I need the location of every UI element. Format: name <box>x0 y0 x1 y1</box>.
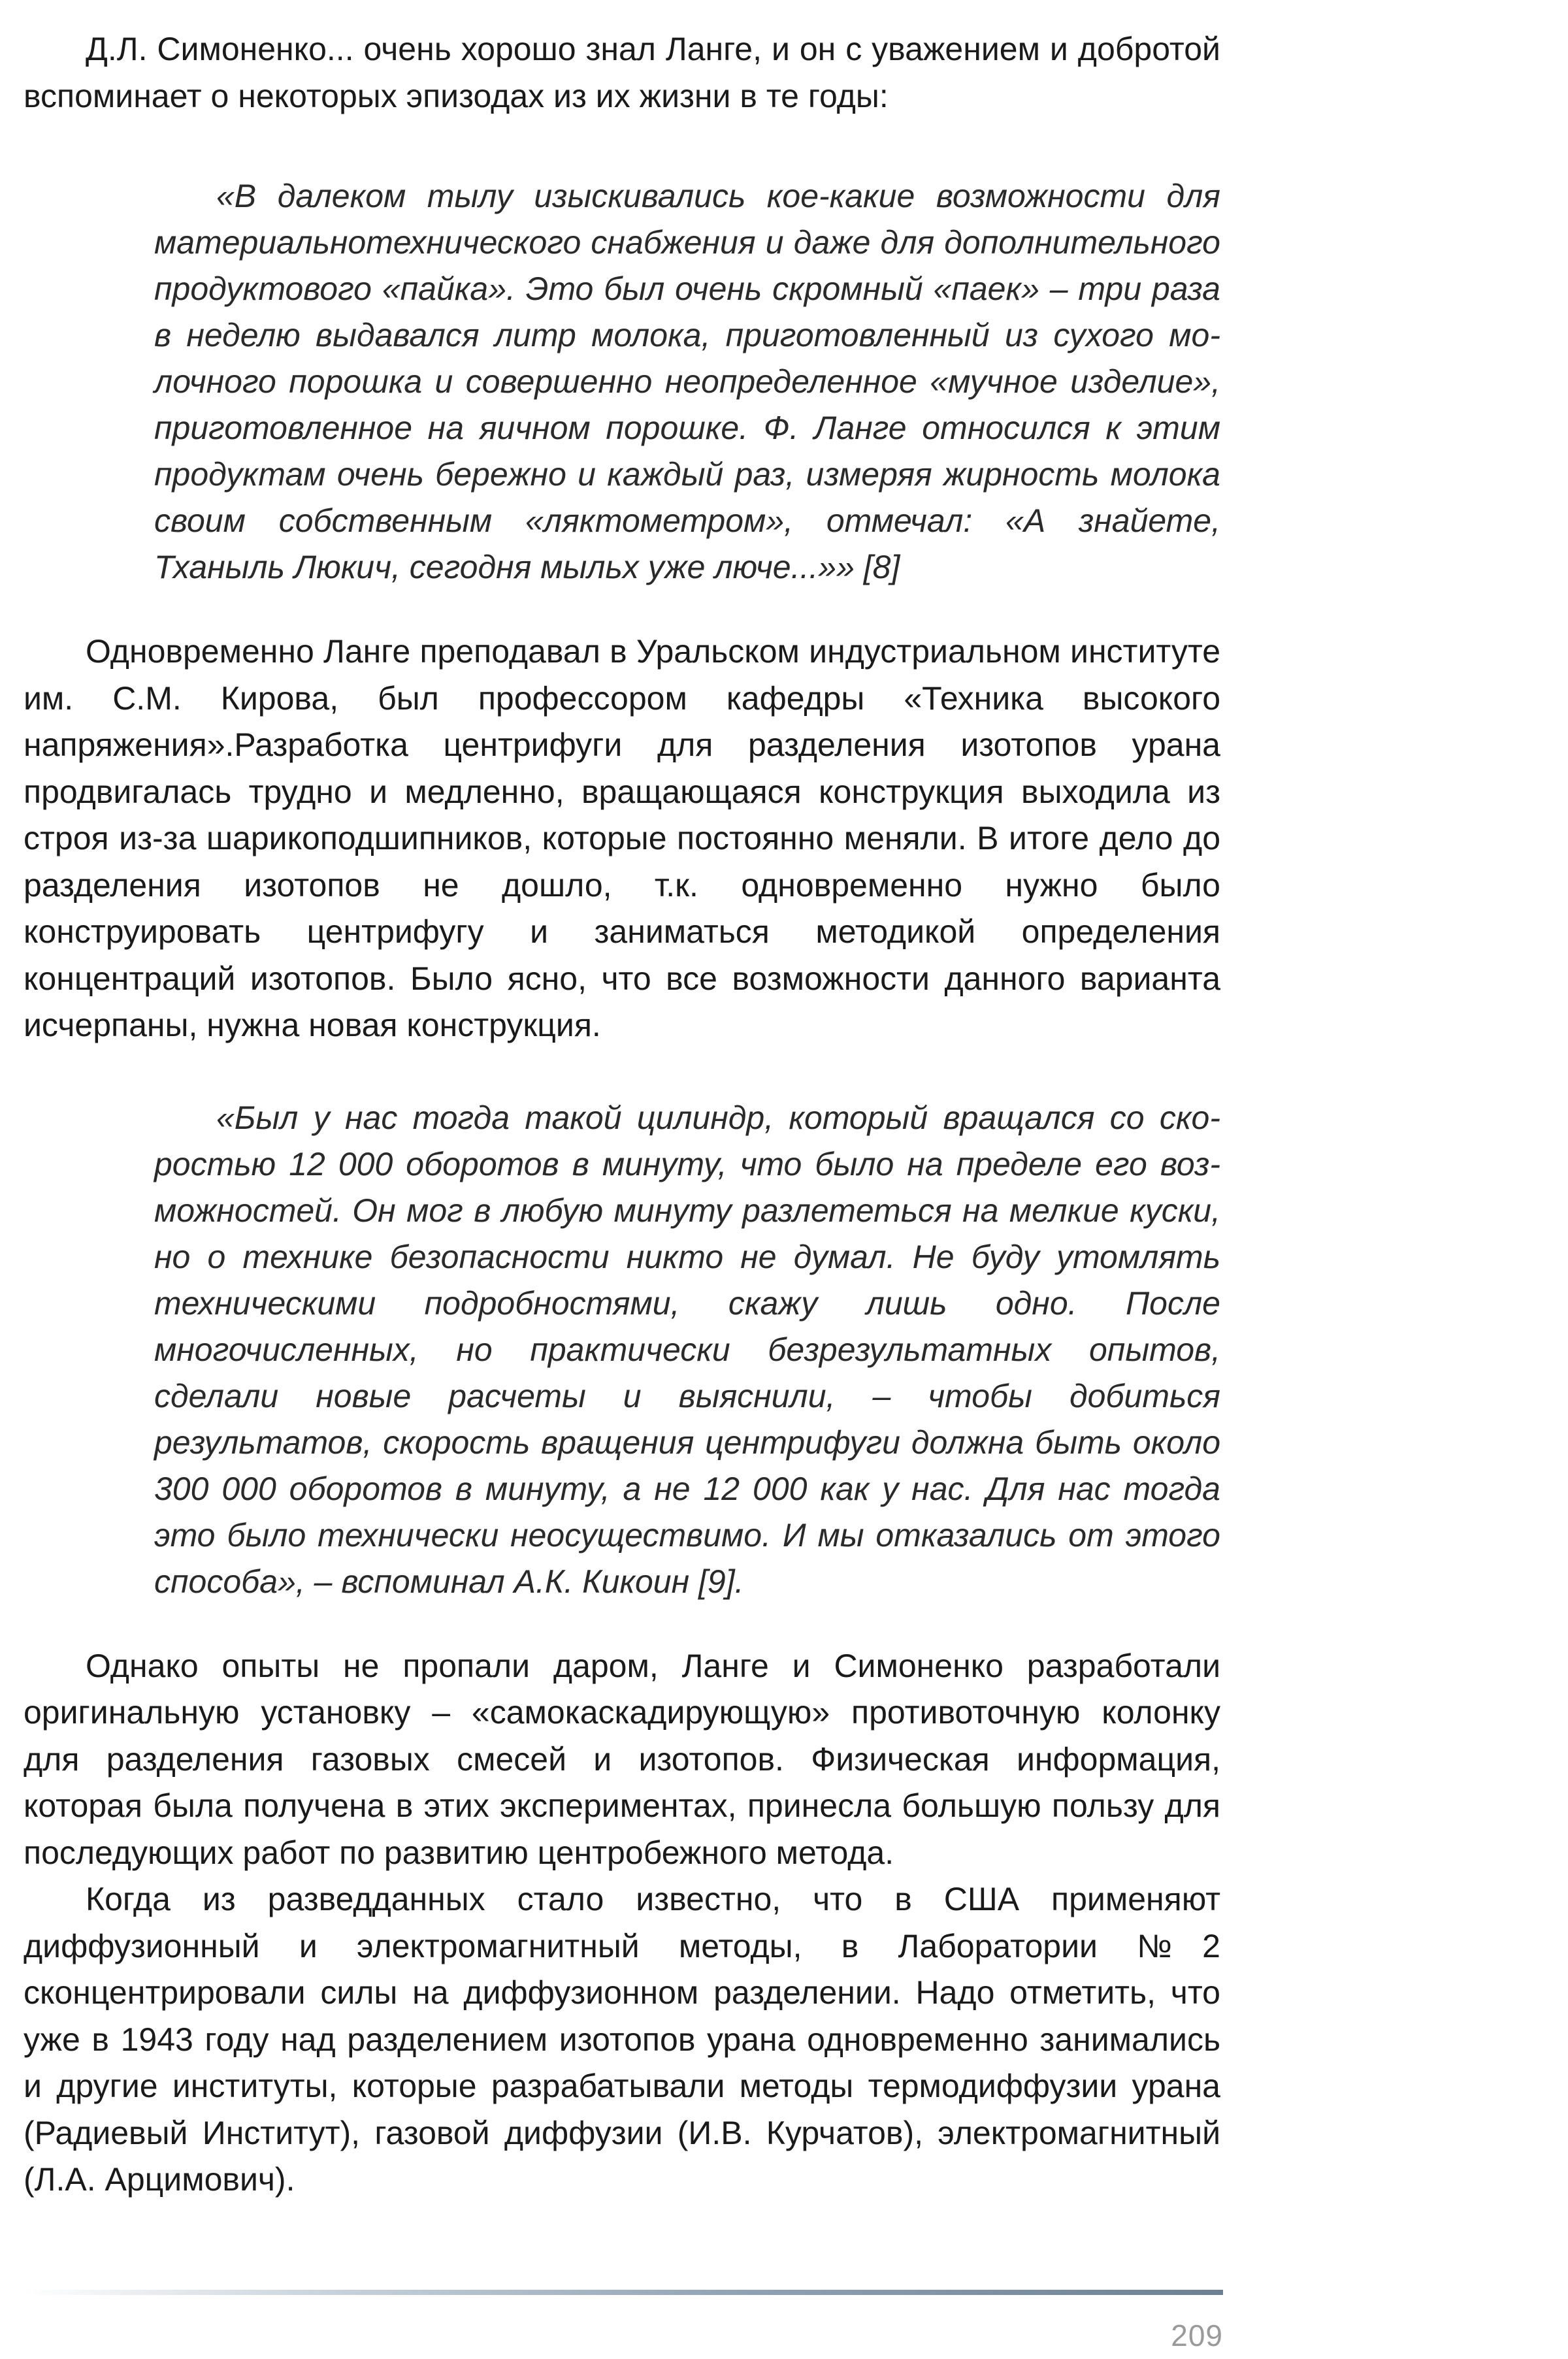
paragraph-experiments: Однако опыты не пропали даром, Ланге и Симоненко разработали оригинальную установку – «самокаскадирующую» противоточную колонку для разделения газовых смесей и изотопов. Физическая информация, которая была получена в этих экспериментах, принесла большую пользу для последующих работ по развитию центробежного метода. <box>24 1647 1220 1871</box>
quote-kikoin: «Был у нас тогда такой цилиндр, который вращался со скоростью 12 000 оборотов в минуту, что было на пределе его возможностей. Он мог в любую минуту разлететься на мелкие куски, но о технике безопасности никто не думал. Не буду утомлять техническими подробностями, скажу лишь одно. После многочисленных, но практически безрезультатных опытов, сделали новые расчеты и выяснили, – чтобы добиться результатов, скорость вращения центрифуги должна быть около 300 000 оборотов в минуту, а не 12 000 как у нас. Для нас тогда это было технически неосуществимо. И мы отказались от этого способа», – вспоминал А.К. Кикоин [9]. <box>154 1099 1220 1600</box>
paragraph-intro: Д.Л. Симоненко... очень хорошо знал Ланге, и он с уважением и добротой вспоминает о некоторых эпизодах из их жизни в те годы: <box>24 31 1220 114</box>
paragraph-diffusion: Когда из разведданных стало известно, что в США применяют диффузионный и электромагнитный методы, в Лаборатории №2 сконцентрировали силы на диффузионном разделении. Надо отметить, что уже в 1943 году над разделением изотопов урана одновременно занимались и другие институты, которые разрабатывали методы термодиффузии урана (Радиевый Институт), газовой диффузии (И.В. Курчатов), электромагнитный (Л.А. Арцимович). <box>24 1881 1220 2198</box>
page-number: 209 <box>1171 2318 1223 2352</box>
paragraph-lange-teaching: Одновременно Ланге преподавал в Уральском индустриальном институте им. С.М. Кирова, был профессором кафедры «Техника высокого напряжения».Разработка центрифуги для разделения изотопов урана продвигалась трудно и медленно, вращающаяся конструкция выходила из строя из-за шарикоподшипников, которые постоянно меняли. В итоге дело до разделения изотопов не дошло, т.к. одновременно нужно было конструировать центрифугу и заниматься методикой определения концентраций изотопов. Было ясно, что все возможности данного варианта исчерпаны, нужна новая конструкция. <box>24 633 1220 1043</box>
quote-simonenko: «В далеком тылу изыскивались кое-какие возможности для материальнотехнического снабжения и даже для дополнительного продуктового «пайка». Это был очень скромный «паек» – три раза в неделю выдавался литр молока, приготовленный из сухого молочного порошка и совершенно неопределенное «мучное изделие», приготовленное на яичном порошке. Ф. Ланге относился к этим продуктам очень бережно и каждый раз, измеряя жирность молока своим собственным «ляктометром», отмечал: «А знайете, Тханыль Люкич, сегодня мыльх уже люче...»» [8] <box>154 178 1220 585</box>
footer-divider <box>24 2290 1223 2295</box>
text-column <box>24 26 1220 2204</box>
